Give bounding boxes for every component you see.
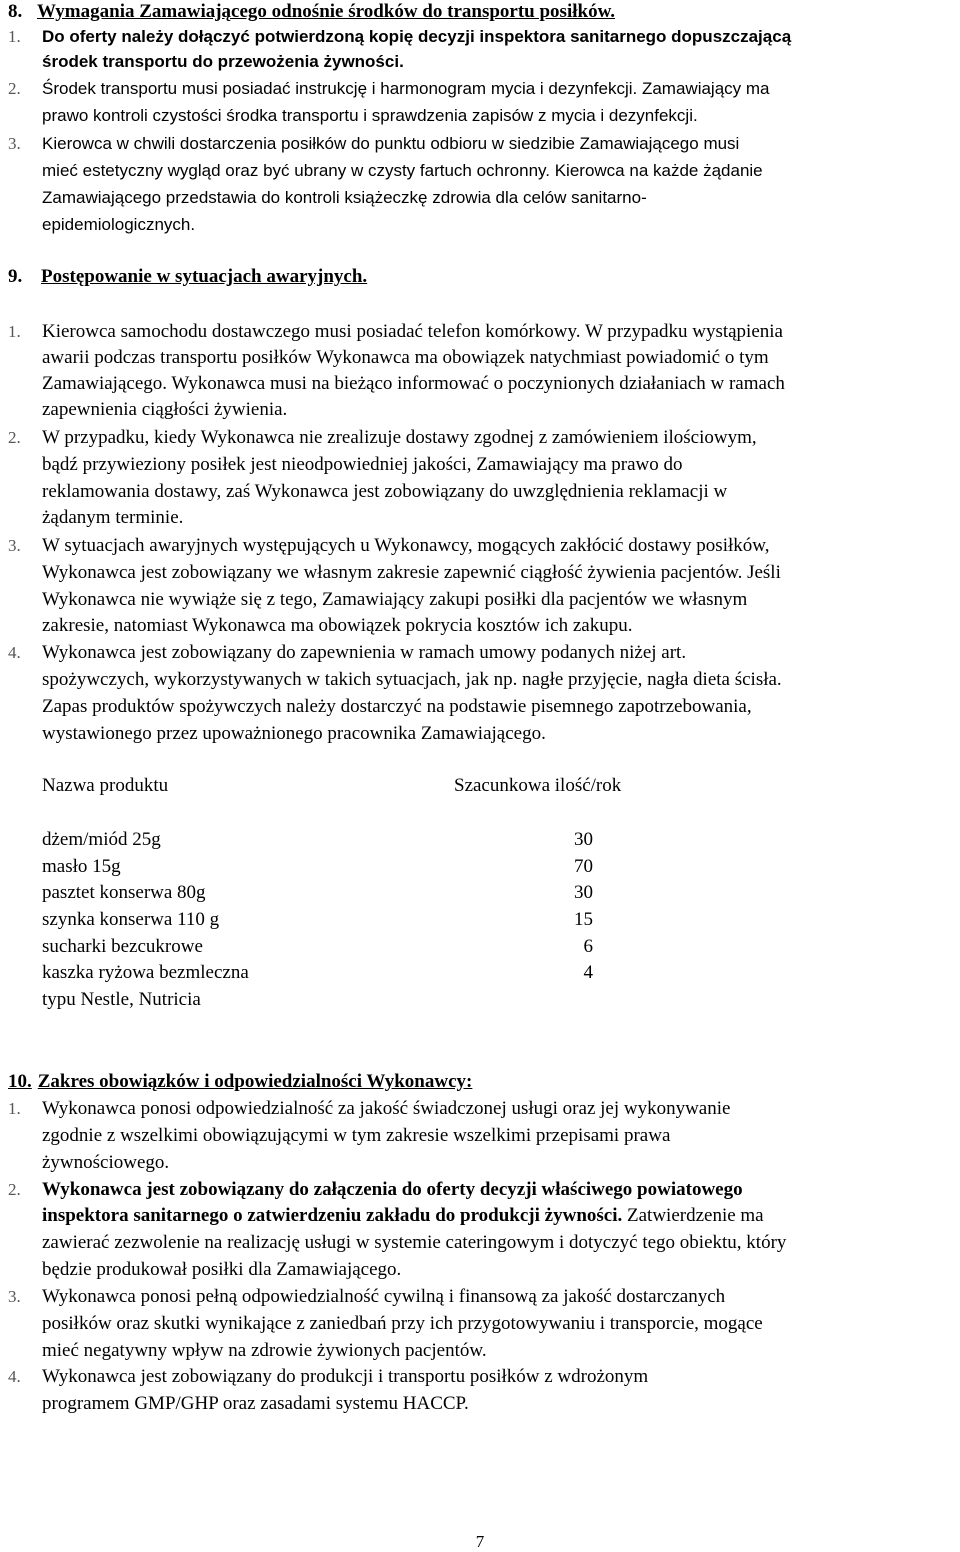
product-name: kaszka ryżowa bezmleczna xyxy=(42,962,249,984)
section-9-title: Postępowanie w sytuacjach awaryjnych. xyxy=(41,266,368,287)
product-name: masło 15g xyxy=(42,855,121,877)
item-9-4-line-3: Zapas produktów spożywczych należy dostarczyć na podstawie pisemnego zapotrzebowania, xyxy=(42,696,752,717)
item-10-2-line-1: Wykonawca jest zobowiązany do załączenia do oferty decyzji właściwego powiatowego xyxy=(42,1179,743,1200)
item-8-1-line-2: środek transportu do przewożenia żywności. xyxy=(42,52,404,71)
product-quantity: 15 xyxy=(574,909,593,931)
section-10-heading xyxy=(8,1070,472,1094)
product-name: dżem/miód 25g xyxy=(42,829,161,850)
table-row xyxy=(42,934,642,961)
item-9-4-line-2: spożywczych, wykorzystywanych w takich sytuacjach, jak np. nagłe przyjęcie, nagła dieta ścisła. xyxy=(42,669,782,690)
item-10-2-bold-part: inspektora sanitarnego o zatwierdzeniu zakładu do produkcji żywności. xyxy=(42,1205,623,1226)
item-9-3-number: 3. xyxy=(8,536,21,555)
section-9-number: 9. xyxy=(8,266,23,287)
table-row xyxy=(42,907,642,934)
product-quantity: 30 xyxy=(574,829,593,850)
item-9-2-line-3: reklamowania dostawy, zaś Wykonawca jest zobowiązany do uwzględnienia reklamacji w xyxy=(42,481,728,502)
item-9-2-number: 2. xyxy=(8,428,21,447)
product-quantity: 30 xyxy=(574,882,593,904)
product-quantity: 6 xyxy=(583,935,593,957)
item-9-3-line-4: zakresie, natomiast Wykonawca ma obowiązek pokrycia kosztów ich zakupu. xyxy=(42,615,633,636)
section-8-heading xyxy=(8,0,615,24)
table-row xyxy=(42,960,642,987)
item-8-2-line-1: Środek transportu musi posiadać instrukcję i harmonogram mycia i dezynfekcji. Zamawiający ma xyxy=(42,79,770,98)
item-10-1-line-3: żywnościowego. xyxy=(42,1152,170,1173)
item-10-4-number: 4. xyxy=(8,1367,21,1386)
product-name: szynka konserwa 110 g xyxy=(42,909,220,931)
item-9-1-number: 1. xyxy=(8,322,21,341)
item-8-1-number: 1. xyxy=(8,27,21,46)
item-8-3-line-4: epidemiologicznych. xyxy=(42,215,196,234)
item-8-3-line-3: Zamawiającego przedstawia do kontroli książeczkę zdrowia dla celów sanitarno- xyxy=(42,188,647,207)
item-9-4-line-1: Wykonawca jest zobowiązany do zapewnienia w ramach umowy podanych niżej art. xyxy=(42,642,687,663)
item-8-2-number: 2. xyxy=(8,79,21,98)
products-table xyxy=(42,827,642,1014)
item-10-2-tail: Zatwierdzenie ma xyxy=(622,1205,764,1226)
section-10-number: 10. xyxy=(8,1071,32,1092)
item-10-4-line-1: Wykonawca jest zobowiązany do produkcji i transportu posiłków z wdrożonym xyxy=(42,1366,649,1387)
product-quantity: 4 xyxy=(583,962,593,984)
item-10-3-line-1: Wykonawca ponosi pełną odpowiedzialność cywilną i finansową za jakość dostarczanych xyxy=(42,1286,726,1307)
item-10-1-line-2: zgodnie z wszelkimi obowiązującymi w tym zakresie wszelkimi przepisami prawa xyxy=(42,1125,671,1146)
item-8-3-number: 3. xyxy=(8,134,21,153)
item-8-2-line-2: prawo kontroli czystości środka transportu i sprawdzenia zapisów z mycia i dezynfekcji. xyxy=(42,106,698,125)
item-10-3-line-2: posiłków oraz skutki wynikające z zaniedbań przy ich przygotowywaniu i transporcie, mogące xyxy=(42,1313,763,1334)
item-10-2-number: 2. xyxy=(8,1180,21,1199)
item-9-2-line-4: żądanym terminie. xyxy=(42,507,184,528)
product-name: pasztet konserwa 80g xyxy=(42,882,206,904)
item-9-3-line-1: W sytuacjach awaryjnych występujących u Wykonawcy, mogących zakłócić dostawy posiłków, xyxy=(42,535,770,556)
product-name: typu Nestle, Nutricia xyxy=(42,989,201,1011)
item-10-2-line-2 xyxy=(42,1204,764,1228)
item-10-2-line-3: zawierać zezwolenie na realizację usługi w systemie cateringowym i dotyczyć tego obiektu, który xyxy=(42,1232,787,1253)
table-row xyxy=(42,827,642,854)
item-10-1-number: 1. xyxy=(8,1099,21,1118)
section-10-title: Zakres obowiązków i odpowiedzialności Wykonawcy: xyxy=(37,1071,473,1092)
item-9-3-line-3: Wykonawca nie wywiąże się z tego, Zamawiający zakupi posiłki dla pacjentów we własnym xyxy=(42,589,748,610)
item-10-3-number: 3. xyxy=(8,1287,21,1306)
item-9-3-line-2: Wykonawca jest zobowiązany we własnym zakresie zapewnić ciągłość żywienia pacjentów. Jeśli xyxy=(42,562,781,583)
item-8-3-line-2: mieć estetyczny wygląd oraz być ubrany w czysty fartuch ochronny. Kierowca na każde żądanie xyxy=(42,161,763,180)
item-10-2-line-4: będzie produkował posiłki dla Zamawiającego. xyxy=(42,1259,402,1280)
section-9-heading xyxy=(8,265,367,289)
item-9-1-line-3: Zamawiającego. Wykonawca musi na bieżąco informować o poczynionych działaniach w ramach xyxy=(42,373,785,394)
item-9-1-line-4: zapewnienia ciągłości żywienia. xyxy=(42,399,288,420)
table-row xyxy=(42,987,642,1014)
table-header-product-name: Nazwa produktu xyxy=(42,775,169,796)
item-9-2-line-2: bądź przywieziony posiłek jest nieodpowiedniej jakości, Zamawiający ma prawo do xyxy=(42,454,683,475)
page-number: 7 xyxy=(475,1532,485,1551)
item-8-1-line-1: Do oferty należy dołączyć potwierdzoną kopię decyzji inspektora sanitarnego dopuszczającą xyxy=(42,27,792,46)
section-8-number: 8. xyxy=(8,1,23,22)
table-row xyxy=(42,854,642,881)
item-9-4-number: 4. xyxy=(8,643,21,662)
item-10-3-line-3: mieć negatywny wpływ na zdrowie żywionych pacjentów. xyxy=(42,1340,487,1361)
table-row xyxy=(42,880,642,907)
item-8-3-line-1: Kierowca w chwili dostarczenia posiłków do punktu odbioru w siedzibie Zamawiającego musi xyxy=(42,134,740,153)
item-9-1-line-2: awarii podczas transportu posiłków Wykonawca ma obowiązek natychmiast powiadomić o tym xyxy=(42,347,769,368)
table-header-quantity: Szacunkowa ilość/rok xyxy=(454,775,622,796)
section-8-title: Wymagania Zamawiającego odnośnie środków do transportu posiłków. xyxy=(37,1,615,22)
item-10-1-line-1: Wykonawca ponosi odpowiedzialność za jakość świadczonej usługi oraz jej wykonywanie xyxy=(42,1098,731,1119)
product-quantity: 70 xyxy=(574,855,593,877)
product-name: sucharki bezcukrowe xyxy=(42,935,203,957)
item-9-2-line-1: W przypadku, kiedy Wykonawca nie zrealizuje dostawy zgodnej z zamówieniem ilościowym, xyxy=(42,427,757,448)
item-9-1-line-1: Kierowca samochodu dostawczego musi posiadać telefon komórkowy. W przypadku wystąpienia xyxy=(42,321,783,342)
item-10-4-line-2: programem GMP/GHP oraz zasadami systemu HACCP. xyxy=(42,1393,469,1414)
item-9-4-line-4: wystawionego przez upoważnionego pracownika Zamawiającego. xyxy=(42,723,546,744)
